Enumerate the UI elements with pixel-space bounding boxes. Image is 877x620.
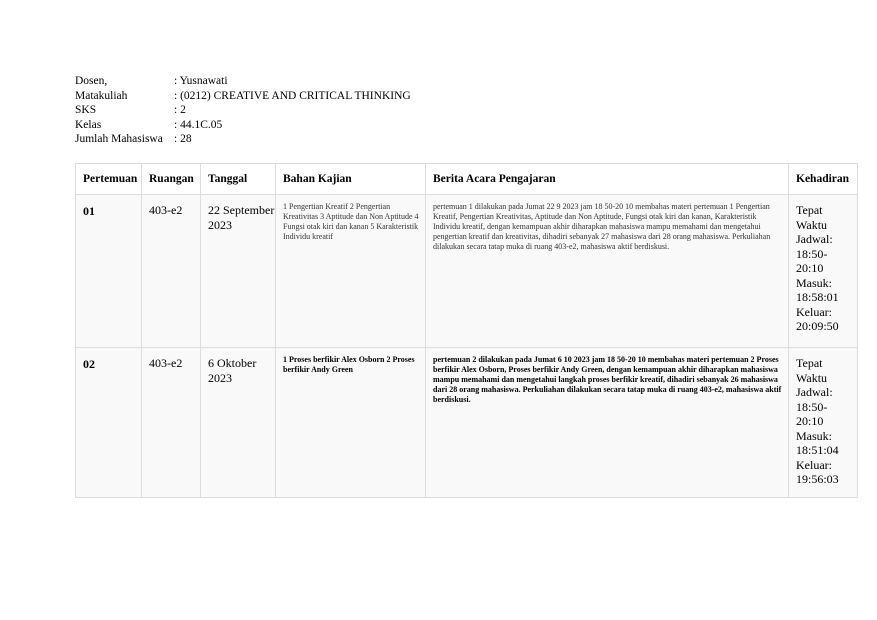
attendance-line: Waktu (796, 217, 828, 232)
attendance-line: Masuk: (796, 275, 832, 290)
column-header-pertemuan: Pertemuan (76, 164, 142, 195)
info-label: SKS (75, 104, 97, 117)
attendance-line: Jadwal: (796, 385, 833, 399)
cell-ruangan: 403-e2 (142, 348, 201, 498)
attendance-line: 18:50- (796, 399, 828, 414)
teaching-journal-table (75, 163, 858, 498)
info-value: : (0212) CREATIVE AND CRITICAL THINKING (174, 89, 411, 102)
attendance-line: 19:56:03 (796, 472, 839, 486)
table-row (76, 195, 858, 348)
cell-bahan-kajian: 1 Proses berfikir Alex Osborn 2 Proses berfikir Andy Green (276, 348, 426, 498)
info-value: : 44.1C.05 (174, 118, 223, 131)
cell-kehadiran (789, 195, 858, 348)
cell-pertemuan: 01 (76, 195, 142, 348)
info-label: Matakuliah (75, 89, 128, 102)
attendance-line: Jadwal: (796, 232, 833, 246)
info-row-sks (75, 103, 411, 118)
attendance-line: 20:10 (796, 414, 824, 428)
attendance-line: Keluar: (796, 304, 832, 319)
attendance-line: 18:51:04 (796, 443, 839, 457)
cell-tanggal: 6 Oktober 2023 (201, 348, 276, 498)
table-header-row (76, 164, 858, 195)
cell-ruangan: 403-e2 (142, 195, 201, 348)
column-header-bahan-kajian: Bahan Kajian (276, 164, 426, 195)
info-label: Kelas (75, 118, 102, 131)
attendance-line: Keluar: (796, 457, 832, 472)
attendance-line: Masuk: (796, 428, 832, 443)
attendance-line: 20:10 (796, 261, 824, 275)
info-row-dosen (75, 74, 411, 89)
attendance-line: 20:09:50 (796, 319, 839, 333)
column-header-kehadiran: Kehadiran (789, 164, 858, 195)
cell-bahan-kajian: 1 Pengertian Kreatif 2 Pengertian Kreativitas 3 Aptitude dan Non Aptitude 4 Fungsi otak kiri dan kanan 5 Karakteristik Individu kreatif (276, 195, 426, 348)
table-row (76, 348, 858, 498)
info-row-kelas (75, 118, 411, 133)
cell-berita-acara: pertemuan 2 dilakukan pada Jumat 6 10 2023 jam 18 50-20 10 membahas materi pertemuan 2 Proses berfikir Alex Osborn, Proses berfikir Andy Green, dengan kemampuan akhir diharapkan mahasiswa mampu memahami dan mengetahui langkah proses berfikir kreatif, dihadiri sebanyak 26 mahasiswa dari 28 orang mahasiswa. Perkuliahan dilakukan secara tatap muka di ruang 403-e2, mahasiswa aktif berdiskusi. (426, 348, 789, 498)
attendance-line: Tepat (796, 356, 823, 370)
info-row-jumlah-mahasiswa (75, 132, 411, 147)
column-header-ruangan: Ruangan (142, 164, 201, 195)
attendance-line: 18:50- (796, 246, 828, 261)
column-header-berita-acara: Berita Acara Pengajaran (426, 164, 789, 195)
cell-tanggal: 22 September 2023 (201, 195, 276, 348)
cell-berita-acara: pertemuan 1 dilakukan pada Jumat 22 9 2023 jam 18 50-20 10 membahas materi pertemuan 1 Pengertian Kreatif, Pengertian Kreativitas, Aptitude dan Non Aptitude, Fungsi otak kiri dan kanan, Karakteristik Individu kreatif, dengan kemampuan akhir diharapkan mahasiswa mampu memahami dan mengetahui pengertian kreatif dan kreativitas, dihadiri sebanyak 27 mahasiswa dari 28 orang mahasiswa. Perkuliahan dilakukan secara tatap muka di ruang 403-e2, mahasiswa aktif berdiskusi. (426, 195, 789, 348)
attendance-line: 18:58:01 (796, 290, 839, 304)
cell-kehadiran (789, 348, 858, 498)
attendance-line: Tepat (796, 203, 823, 217)
info-label: Jumlah Mahasiswa (75, 133, 163, 146)
info-value: : Yusnawati (174, 75, 228, 87)
course-info (75, 74, 411, 147)
info-value: : 28 (174, 133, 192, 146)
cell-pertemuan: 02 (76, 348, 142, 498)
info-row-matakuliah (75, 89, 411, 104)
column-header-tanggal: Tanggal (201, 164, 276, 195)
info-value: : 2 (174, 104, 186, 117)
attendance-line: Waktu (796, 370, 828, 385)
info-label: Dosen, (75, 75, 108, 87)
